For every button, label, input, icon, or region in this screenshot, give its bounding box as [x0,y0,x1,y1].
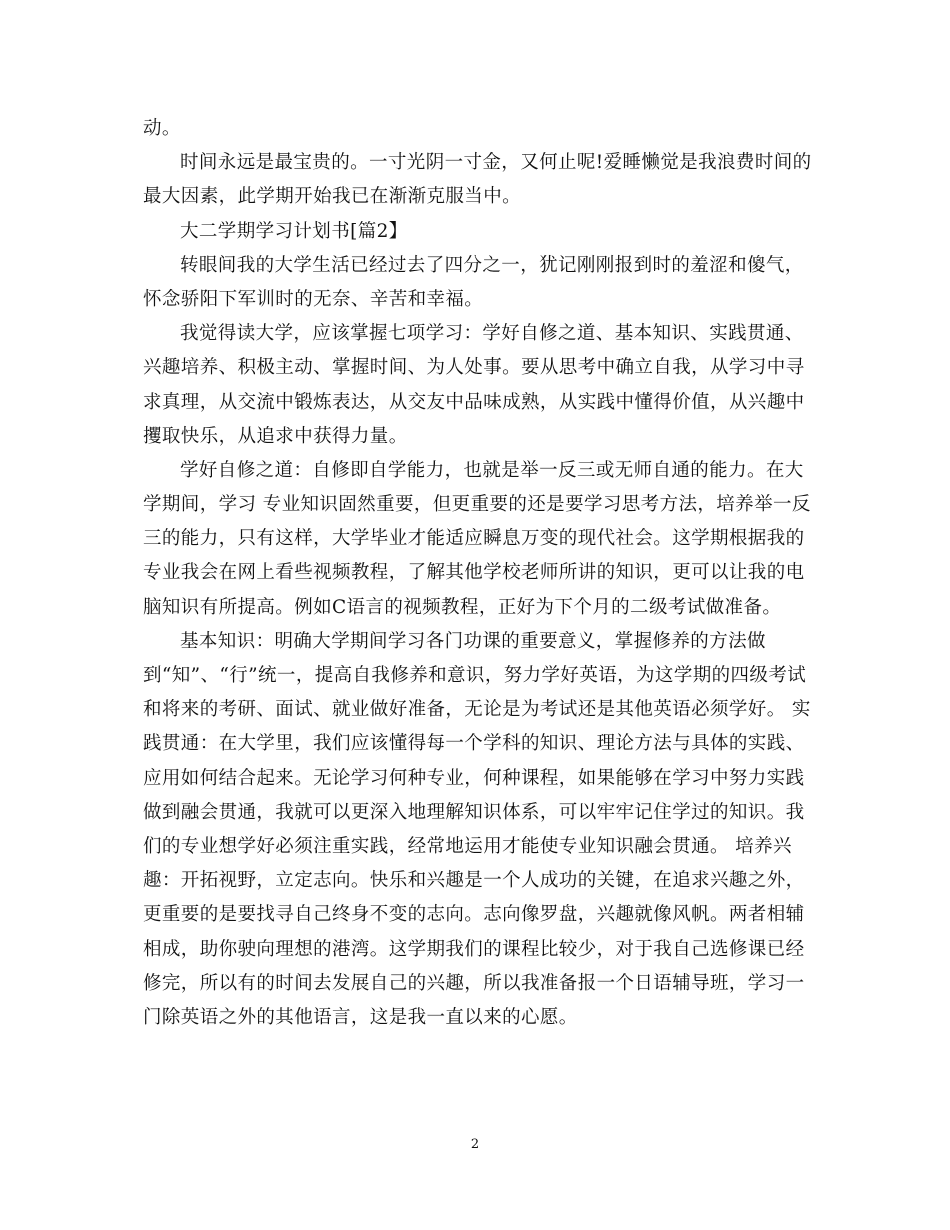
text-line: 更重要的是要找寻自己终身不变的志向。志向像罗盘，兴趣就像风帆。两者相辅 [143,904,805,926]
text-line: 动。 [143,118,181,139]
text-line: 基本知识：明确大学期间学习各门功课的重要意义，掌握修养的方法做 [180,630,766,652]
text-line: 学好自修之道：自修即自学能力，也就是举一反三或无师自通的能力。在大 [180,459,804,481]
text-line: 求真理，从交流中锻炼表达，从交友中品味成熟，从实践中懂得价值，从兴趣中 [143,391,805,413]
text-line: 们的专业想学好必须注重实践，经常地运用才能使专业知识融会贯通。 培养兴 [143,835,792,857]
text-line: 转眼间我的大学生活已经过去了四分之一，犹记刚刚报到时的羞涩和傻气， [180,254,804,276]
text-line: 兴趣培养、积极主动、掌握时间、为人处事。要从思考中确立自我，从学习中寻 [143,357,805,379]
text-line: 专业我会在网上看些视频教程，了解其他学校老师所讲的知识，更可以让我的电 [143,562,805,584]
page-body [143,112,812,1035]
text-line: 趣：开拓视野，立定志向。快乐和兴趣是一个人成功的关键，在追求兴趣之外， [143,870,805,892]
text-line: 大二学期学习计划书[篇2】 [180,220,408,242]
text-line: 时间永远是最宝贵的。一寸光阴一寸金，又何止呢!爱睡懒觉是我浪费时间的 [180,152,812,174]
text-line: 修完，所以有的时间去发展自己的兴趣，所以我准备报一个日语辅导班，学习一 [143,972,805,994]
text-line: 三的能力，只有这样，大学毕业才能适应瞬息万变的现代社会。这学期根据我的 [143,528,805,550]
text-line: 怀念骄阳下军训时的无奈、辛苦和幸福。 [143,288,484,310]
text-line: 攫取快乐，从追求中获得力量。 [143,425,408,447]
text-line: 相成，助你驶向理想的港湾。这学期我们的课程比较少，对于我自己选修课已经 [143,938,805,960]
text-line: 践贯通：在大学里，我们应该懂得每一个学科的知识、理论方法与具体的实践、 [143,733,805,755]
text-line: 和将来的考研、面试、就业做好准备，无论是为考试还是其他英语必须学好。 实 [143,699,811,721]
text-line: 门除英语之外的其他语言，这是我一直以来的心愿。 [143,1006,578,1028]
text-line: 学期间，学习 专业知识固然重要，但更重要的还是要学习思考方法，培养举一反 [143,494,811,516]
text-line: 应用如何结合起来。无论学习何种专业，何种课程，如果能够在学习中努力实践 [143,767,805,789]
text-line: 我觉得读大学，应该掌握七项学习：学好自修之道、基本知识、实践贯通、 [180,323,804,345]
text-line: 脑知识有所提高。例如C语言的视频教程，正好为下个月的二级考试做准备。 [143,596,782,618]
text-line: 做到融会贯通，我就可以更深入地理解知识体系，可以牢牢记住学过的知识。我 [143,801,805,823]
text-line: 最大因素，此学期开始我已在渐渐克服当中。 [143,186,522,208]
text-line: 到“知”、“行”统一，提高自我修养和意识，努力学好英语，为这学期的四级考试 [143,665,807,686]
page-number: 2 [470,1137,480,1152]
